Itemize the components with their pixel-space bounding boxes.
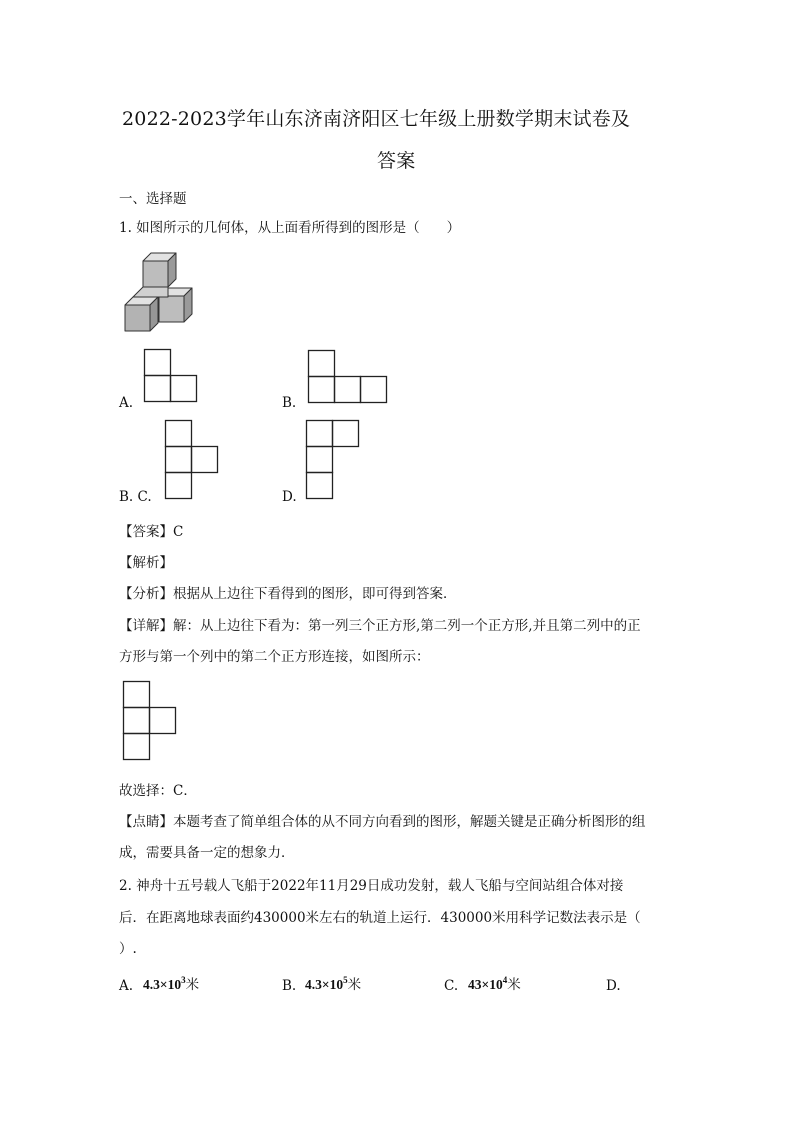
q2-option-b-unit: 米 xyxy=(347,977,362,993)
xiangjie-tag: 【详解】 xyxy=(119,618,173,634)
q1-fenxi xyxy=(119,582,457,602)
q1-option-a-figure xyxy=(144,349,198,403)
q1-answer: 【答案】C xyxy=(119,524,184,540)
xiangjie-line1: 解：从上边往下看为：第一列三个正方形,第二列一个正方形,并且第二列中的正 xyxy=(173,618,641,634)
q2-option-b xyxy=(305,973,361,993)
q2-option-b-exp: 5 xyxy=(343,975,348,985)
fenxi-text: 根据从上边往下看得到的图形，即可得到答案． xyxy=(173,586,457,602)
q2-option-b-label: B. xyxy=(282,978,297,994)
q2-option-a-unit: 米 xyxy=(185,977,200,993)
question-2-line3: ）. xyxy=(119,941,137,957)
geometry-solid-figure xyxy=(118,250,204,336)
q1-xiangjie-line2: 方形与第一个列中的第二个正方形连接，如图所示： xyxy=(119,649,430,665)
q1-option-b-figure xyxy=(308,350,388,404)
q1-option-a-label: A. xyxy=(119,395,134,411)
q1-choose: 故选择：C． xyxy=(119,783,197,799)
question-1-stem: 1. 如图所示的几何体，从上面看所得到的图形是（ ） xyxy=(119,220,461,236)
q1-option-c-figure xyxy=(165,420,219,500)
dianjing-tag: 【点睛】 xyxy=(119,814,173,830)
q1-dianjing-line2: 成，需要具备一定的想象力． xyxy=(119,845,295,861)
q2-option-a xyxy=(143,973,199,993)
q2-option-c-unit: 米 xyxy=(507,977,521,993)
page-title-line2: 答案 xyxy=(377,150,416,172)
q2-option-a-label: A. xyxy=(119,978,134,994)
q2-option-c-base: 43×10 xyxy=(468,977,503,992)
question-2-line2: 后．在距离地球表面约430000米左右的轨道上运行．430000米用科学记数法表示是（ xyxy=(119,910,641,926)
q2-option-c-exp: 4 xyxy=(502,975,508,985)
dianjing-line1: 本题考查了简单组合体的从不同方向看到的图形，解题关键是正确分析图形的组 xyxy=(173,814,646,830)
q1-option-d-figure xyxy=(306,420,360,500)
q1-option-d-label: D. xyxy=(282,489,297,505)
q2-option-a-base: 4.3×10 xyxy=(143,977,182,992)
section-heading: 一、选择题 xyxy=(119,191,187,207)
q2-option-c xyxy=(468,973,521,993)
q1-option-b-label: B. xyxy=(282,395,297,411)
q2-option-b-base: 4.3×10 xyxy=(305,977,344,992)
q1-analysis-heading: 【解析】 xyxy=(119,555,173,571)
q1-solution-figure xyxy=(123,681,177,761)
q2-option-c-label: C. xyxy=(444,978,459,994)
q1-option-c-label: B. C. xyxy=(119,489,152,505)
question-2-line1: 2. 神舟十五号载人飞船于2022年11月29日成功发射，载人飞船与空间站组合体对接 xyxy=(119,878,624,894)
fenxi-tag: 【分析】 xyxy=(119,586,173,602)
page-title: 2022-2023学年山东济南济阳区七年级上册数学期末试卷及 xyxy=(122,108,631,130)
q1-xiangjie xyxy=(119,614,641,634)
q1-dianjing xyxy=(119,810,646,830)
q2-option-d-label: D. xyxy=(606,978,621,994)
q2-option-a-exp: 3 xyxy=(181,975,186,985)
